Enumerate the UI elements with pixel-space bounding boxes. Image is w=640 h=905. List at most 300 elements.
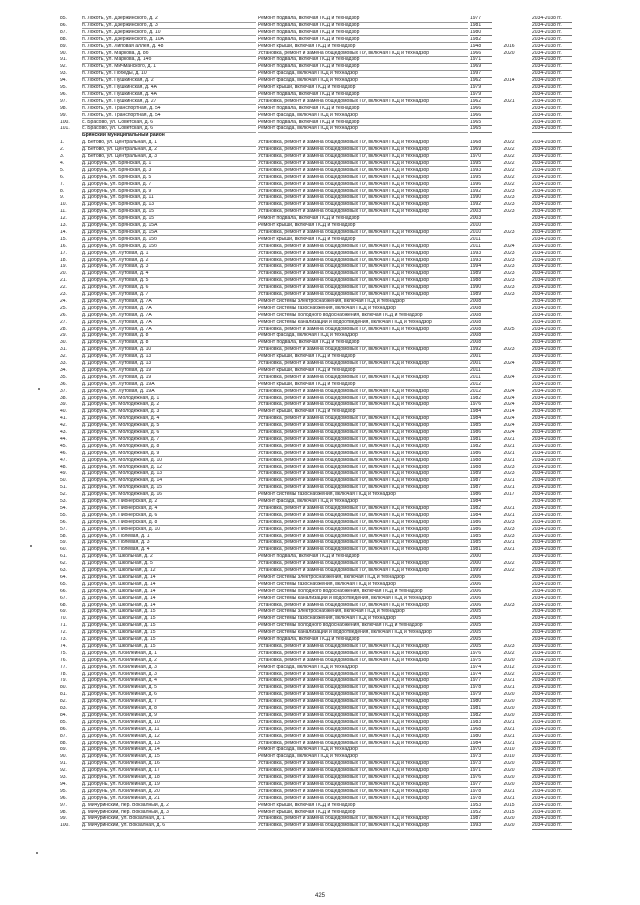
- table-row: [60, 672, 605, 678]
- row-work-type: Установка, ремонт и замена общедомовых ПУ, включая ПСД и технадзор: [258, 506, 468, 513]
- row-work-type: Установка, ремонт и замена общедомовых ПУ, включая ПСД и технадзор: [258, 816, 468, 823]
- row-work-type: Ремонт крыши, включая ПСД и технадзор: [258, 354, 468, 361]
- row-work-type: Установка, ремонт и замена общедомовых ПУ, включая ПСД и технадзор: [258, 154, 468, 161]
- row-last-repair-year: 2023: [503, 188, 515, 194]
- row-build-year: 1981: [470, 547, 492, 554]
- row-address: д. Добрунь, ул. Брянская, д. 11: [82, 195, 256, 202]
- row-last-repair-year: 2015: [503, 809, 515, 815]
- row-work-type: Ремонт крыши, включая ПСД и технадзор: [258, 368, 468, 375]
- table-row: [60, 327, 605, 333]
- row-work-type: Установка, ремонт и замена общедомовых ПУ, включая ПСД и технадзор: [258, 444, 468, 451]
- row-address: д. Добрунь, ул. Брянская, д. 13: [82, 202, 256, 209]
- row-last-repair-year: 2021: [503, 443, 515, 449]
- table-row: [60, 396, 605, 402]
- table-row: [60, 747, 605, 753]
- row-planned-period: 2034-2038 гг.: [532, 637, 572, 644]
- row-number: 50.: [60, 478, 67, 484]
- row-work-type: Установка, ремонт и замена общедомовых ПУ, включая ПСД и технадзор: [258, 485, 468, 492]
- row-build-year: 1974: [470, 665, 492, 672]
- row-build-year: 2000: [470, 561, 492, 568]
- row-address: д. Добрунь, ул. Брянская, д. 1: [82, 161, 256, 168]
- row-number: 4.: [60, 160, 65, 166]
- table-row: [60, 623, 605, 629]
- row-number: 66.: [60, 588, 67, 594]
- row-work-type: Ремонт крыши, включая ПСД и технадзор: [258, 810, 468, 817]
- table-row: [60, 823, 605, 829]
- row-address: д. Добрунь, ул. Молодежная, д. 12: [82, 465, 256, 472]
- row-build-year: 1988: [470, 278, 492, 285]
- table-row: [60, 154, 605, 160]
- row-planned-period: 2034-2038 гг.: [532, 85, 572, 92]
- row-number: 99.: [60, 816, 67, 822]
- row-work-type: Ремонт крыши, включая ПСД и технадзор: [258, 237, 468, 244]
- row-planned-period: 2034-2038 гг.: [532, 278, 572, 285]
- row-last-repair-year: 2021: [503, 685, 515, 691]
- row-build-year: 1966: [470, 106, 492, 113]
- row-build-year: 1976: [470, 651, 492, 658]
- row-work-type: Установка, ремонт и замена общедомовых ПУ, включая ПСД и технадзор: [258, 789, 468, 796]
- row-planned-period: 2034-2038 гг.: [532, 264, 572, 271]
- row-last-repair-year: 2021: [503, 726, 515, 732]
- table-row: [60, 306, 605, 312]
- row-last-repair-year: 2023: [503, 602, 515, 608]
- row-planned-period: 2034-2038 гг.: [532, 768, 572, 775]
- row-address: п. Локоть, ул. Победы, д. 10: [82, 71, 256, 78]
- row-address: д. Добрунь, ул. Юбилейная, д. 4: [82, 678, 256, 685]
- row-address: д. Добрунь, ул. Юбилейная, д. 9: [82, 713, 256, 720]
- row-number: 60.: [60, 547, 67, 553]
- row-last-repair-year: 2012: [503, 664, 515, 670]
- table-row: [60, 51, 605, 57]
- row-build-year: 1985: [470, 540, 492, 547]
- row-planned-period: 2034-2038 гг.: [532, 285, 572, 292]
- row-planned-period: 2034-2038 гг.: [532, 775, 572, 782]
- row-build-year: 1968: [470, 727, 492, 734]
- table-row: [60, 761, 605, 767]
- row-last-repair-year: 2023: [503, 471, 515, 477]
- row-build-year: 1984: [470, 499, 492, 506]
- row-number: 34.: [60, 367, 67, 373]
- row-work-type: Ремонт крыши, включая ПСД и технадзор: [258, 85, 468, 92]
- row-last-repair-year: 2021: [503, 478, 515, 484]
- row-build-year: 1984: [470, 513, 492, 520]
- row-last-repair-year: 2021: [503, 457, 515, 463]
- row-work-type: Ремонт подвала, включая ПСД и технадзор: [258, 37, 468, 44]
- row-planned-period: 2034-2038 гг.: [532, 140, 572, 147]
- table-row: [60, 340, 605, 346]
- row-address: д. Добрунь, ул. Молодежная, д. 10: [82, 458, 256, 465]
- row-number: 16.: [60, 243, 67, 249]
- row-number: 93.: [60, 775, 67, 780]
- row-planned-period: 2034-2038 гг.: [532, 244, 572, 251]
- row-planned-period: 2034-2038 гг.: [532, 596, 572, 603]
- row-address: д. Добрунь, ул. Брянская, д. 15А: [82, 223, 256, 230]
- table-row: [60, 106, 605, 112]
- row-address: д. Добрунь, ул. Юбилейная, д. 19: [82, 782, 256, 789]
- row-planned-period: 2034-2038 гг.: [532, 458, 572, 465]
- row-address: д. Добрунь, ул. Брянская, д. 15б: [82, 244, 256, 251]
- row-last-repair-year: 2023: [503, 257, 515, 263]
- row-work-type: Установка, ремонт и замена общедомовых ПУ, включая ПСД и технадзор: [258, 761, 468, 768]
- row-number: 88.: [60, 740, 67, 746]
- row-work-type: Установка, ремонт и замена общедомовых ПУ, включая ПСД и технадзор: [258, 430, 468, 437]
- table-row: [60, 354, 605, 360]
- row-planned-period: 2034-2038 гг.: [532, 568, 572, 575]
- row-work-type: Установка, ремонт и замена общедомовых ПУ, включая ПСД и технадзор: [258, 527, 468, 534]
- row-planned-period: 2034-2038 гг.: [532, 485, 572, 492]
- row-address: д. Добрунь, ул. Молодежная, д. 3: [82, 409, 256, 416]
- row-build-year: 1988: [470, 465, 492, 472]
- row-build-year: 1985: [470, 423, 492, 430]
- table-row: [60, 713, 605, 719]
- table-row: [60, 485, 605, 491]
- table-row: [60, 202, 605, 208]
- table-row: [60, 120, 605, 126]
- row-planned-period: 2034-2038 гг.: [532, 51, 572, 58]
- row-build-year: 1989: [470, 292, 492, 299]
- row-address: д. Добрунь, ул. Полевая, д. 3: [82, 540, 256, 547]
- row-last-repair-year: 2021: [503, 485, 515, 491]
- row-address: с. Брасово, ул. Советская, д. 6: [82, 126, 256, 133]
- row-address: д. Добрунь, ул. Молодежная, д. 2: [82, 402, 256, 409]
- table-row: [60, 782, 605, 788]
- row-planned-period: 2034-2038 гг.: [532, 113, 572, 120]
- row-planned-period: 2034-2038 гг.: [532, 409, 572, 416]
- table-row: [60, 658, 605, 664]
- row-build-year: 1977: [470, 782, 492, 789]
- table-row: [60, 161, 605, 167]
- row-last-repair-year: 2024: [503, 423, 515, 429]
- row-build-year: 2008: [470, 327, 492, 334]
- row-number: 12.: [60, 216, 67, 222]
- row-number: 52.: [60, 492, 67, 498]
- row-work-type: Установка, ремонт и замена общедомовых ПУ, включая ПСД и технадзор: [258, 375, 468, 382]
- row-address: п. Локоть, ул. Пушкинская, д. 4А: [82, 85, 256, 92]
- row-planned-period: 2034-2038 гг.: [532, 382, 572, 389]
- row-work-type: Установка, ремонт и замена общедомовых ПУ, включая ПСД и технадзор: [258, 147, 468, 154]
- row-number: 22.: [60, 285, 67, 291]
- row-address: д. Добрунь, ул. Полевая, д. 4: [82, 547, 256, 554]
- row-number: 45.: [60, 443, 67, 449]
- row-work-type: Ремонт подвала, включая ПСД и технадзор: [258, 23, 468, 30]
- row-build-year: 2008: [470, 320, 492, 327]
- row-work-type: Ремонт подвала, включая ПСД и технадзор: [258, 57, 468, 64]
- row-build-year: 2005: [470, 644, 492, 651]
- row-build-year: 2008: [470, 299, 492, 306]
- row-build-year: 1980: [470, 734, 492, 741]
- row-last-repair-year: 2022: [503, 140, 515, 146]
- row-address: д. Добрунь, ул. Лутовая, д. 7А: [82, 306, 256, 313]
- row-number: 75.: [60, 650, 67, 656]
- row-number: 92.: [60, 768, 67, 774]
- row-number: 95.: [60, 85, 67, 90]
- row-planned-period: 2034-2038 гг.: [532, 527, 572, 534]
- row-work-type: Ремонт системы холодного водоснабжения, включая ПСД и технадзор: [258, 623, 468, 630]
- row-build-year: 1983: [470, 720, 492, 727]
- row-build-year: 2003: [470, 216, 492, 223]
- row-work-type: Ремонт системы канализации и водоотведения, включая ПСД и технадзор: [258, 320, 468, 327]
- row-planned-period: 2034-2038 гг.: [532, 492, 572, 499]
- table-row: [60, 57, 605, 63]
- row-build-year: 1952: [470, 810, 492, 817]
- row-number: 36.: [60, 381, 67, 387]
- row-address: д. Добрунь, ул. Юбилейная, д. 16: [82, 761, 256, 768]
- table-row: [60, 292, 605, 298]
- table-row: [60, 471, 605, 477]
- row-build-year: 1980: [470, 699, 492, 706]
- table-row: [60, 195, 605, 201]
- row-last-repair-year: 2021: [503, 512, 515, 518]
- table-row: [60, 147, 605, 153]
- row-build-year: 1985: [470, 534, 492, 541]
- row-work-type: Ремонт системы канализации и водоотведения, включая ПСД и технадзор: [258, 596, 468, 603]
- row-planned-period: 2034-2038 гг.: [532, 258, 572, 265]
- row-build-year: 1992: [470, 347, 492, 354]
- row-planned-period: 2034-2038 гг.: [532, 223, 572, 230]
- row-address: д. Добрунь, ул. Юбилейная, д. 8: [82, 706, 256, 713]
- row-planned-period: 2034-2038 гг.: [532, 520, 572, 527]
- row-address: д. Добрунь, ул. Полевая, д. 1: [82, 534, 256, 541]
- row-work-type: Установка, ремонт и замена общедомовых ПУ, включая ПСД и технадзор: [258, 534, 468, 541]
- row-address: п. Локоть, ул. Пушкинская, д. 27: [82, 99, 256, 106]
- row-last-repair-year: 2024: [503, 395, 515, 401]
- row-build-year: 1973: [470, 754, 492, 761]
- row-last-repair-year: 2020: [503, 768, 515, 774]
- row-address: д. Добрунь, ул. Лутовая, д. 7А: [82, 299, 256, 306]
- row-address: д. Добрунь, ул. Лутовая, д. 1: [82, 251, 256, 258]
- row-number: 95.: [60, 788, 67, 794]
- row-address: д. Добрунь, ул. Лутовая, д. 8: [82, 333, 256, 340]
- row-planned-period: 2034-2038 гг.: [532, 575, 572, 582]
- table-row: [60, 333, 605, 339]
- row-work-type: Установка, ремонт и замена общедомовых ПУ, включая ПСД и технадзор: [258, 513, 468, 520]
- table-row: [60, 375, 605, 381]
- row-planned-period: 2034-2038 гг.: [532, 589, 572, 596]
- row-build-year: 1981: [470, 437, 492, 444]
- table-row: [60, 368, 605, 374]
- row-planned-period: 2034-2038 гг.: [532, 216, 572, 223]
- table-row: [60, 789, 605, 795]
- row-number: 78.: [60, 671, 67, 677]
- row-number: 67.: [60, 595, 67, 601]
- row-work-type: Ремонт подвала, включая ПСД и технадзор: [258, 30, 468, 37]
- table-row: [60, 402, 605, 408]
- row-address: п. Локоть, ул. Дзержинского, д. 10А: [82, 37, 256, 44]
- row-address: д. Добрунь, ул. Молодежная, д. 15: [82, 485, 256, 492]
- table-row: [60, 382, 605, 388]
- table-row: [60, 499, 605, 505]
- row-work-type: Установка, ремонт и замена общедомовых ПУ, включая ПСД и технадзор: [258, 209, 468, 216]
- row-work-type: Ремонт системы холодного водоснабжения, включая ПСД и технадзор: [258, 313, 468, 320]
- row-planned-period: 2034-2038 гг.: [532, 354, 572, 361]
- row-build-year: 2011: [470, 244, 492, 251]
- row-build-year: 2006: [470, 589, 492, 596]
- row-work-type: Установка, ремонт и замена общедомовых ПУ, включая ПСД и технадзор: [258, 672, 468, 679]
- row-number: 96.: [60, 795, 67, 801]
- row-last-repair-year: 2023: [503, 643, 515, 649]
- row-number: 62.: [60, 561, 67, 567]
- table-row: [60, 264, 605, 270]
- row-address: д. Добрунь, ул. Юбилейная, д. 7: [82, 699, 256, 706]
- row-number: 61.: [60, 554, 67, 560]
- row-address: п. Локоть, ул. Маркова, д. 14б: [82, 57, 256, 64]
- table-row: [60, 527, 605, 533]
- row-build-year: 2008: [470, 306, 492, 313]
- row-address: д. Добрунь, ул. Лутовая, д. 5: [82, 278, 256, 285]
- row-address: д. Бетово, ул. Центральная, д. 2: [82, 147, 256, 154]
- row-number: 30.: [60, 340, 67, 346]
- row-build-year: 1982: [470, 37, 492, 44]
- row-address: д. Добрунь, ул. Школьная, д. 14: [82, 575, 256, 582]
- row-last-repair-year: 2021: [503, 719, 515, 725]
- row-work-type: Ремонт крыши, включая ПСД и технадзор: [258, 223, 468, 230]
- row-number: 59.: [60, 540, 67, 546]
- row-last-repair-year: 2021: [503, 505, 515, 511]
- row-planned-period: 2034-2038 гг.: [532, 706, 572, 713]
- row-build-year: 1978: [470, 796, 492, 803]
- table-row: [60, 534, 605, 540]
- row-planned-period: 2034-2038 гг.: [532, 92, 572, 99]
- row-planned-period: 2034-2038 гг.: [532, 609, 572, 616]
- row-work-type: Установка, ремонт и замена общедомовых ПУ, включая ПСД и технадзор: [258, 478, 468, 485]
- row-planned-period: 2034-2038 гг.: [532, 513, 572, 520]
- row-last-repair-year: 2023: [503, 264, 515, 270]
- row-address: д. Добрунь, ул. Молодежная, д. 1: [82, 396, 256, 403]
- table-row: [60, 216, 605, 222]
- row-work-type: Установка, ремонт и замена общедомовых ПУ, включая ПСД и технадзор: [258, 458, 468, 465]
- row-last-repair-year: 2023: [503, 229, 515, 235]
- row-number: 81.: [60, 692, 67, 698]
- table-row: [60, 547, 605, 553]
- row-address: д. Добрунь, ул. Юбилейная, д. 10: [82, 720, 256, 727]
- table-row: [60, 44, 605, 50]
- row-address: д. Добрунь, ул. Молодежная, д. 9: [82, 451, 256, 458]
- row-number: 69.: [60, 609, 67, 615]
- row-work-type: Установка, ремонт и замена общедомовых ПУ, включая ПСД и технадзор: [258, 547, 468, 554]
- row-build-year: 1975: [470, 658, 492, 665]
- table-row: [60, 209, 605, 215]
- row-work-type: Установка, ремонт и замена общедомовых ПУ, включая ПСД и технадзор: [258, 720, 468, 727]
- row-number: 23.: [60, 292, 67, 297]
- row-last-repair-year: 2020: [503, 699, 515, 705]
- row-build-year: 1997: [470, 71, 492, 78]
- row-number: 94.: [60, 781, 67, 787]
- row-number: 84.: [60, 712, 67, 718]
- row-number: 73.: [60, 637, 67, 642]
- row-number: 88.: [60, 36, 67, 42]
- row-number: 65.: [60, 581, 67, 587]
- row-address: д. Мичуринский, ул. Вокзалная, д. 1: [82, 816, 256, 823]
- row-build-year: 2008: [470, 333, 492, 340]
- row-planned-period: 2034-2038 гг.: [532, 810, 572, 817]
- row-address: д. Добрунь, ул. Молодежная, д. 6: [82, 430, 256, 437]
- table-row: [60, 465, 605, 471]
- row-planned-period: 2034-2038 гг.: [532, 44, 572, 51]
- table-row: [60, 361, 605, 367]
- table-row: [60, 251, 605, 257]
- row-address: п. Локоть, ул. Мичманского, д. 1: [82, 64, 256, 71]
- row-number: 39.: [60, 402, 67, 408]
- row-build-year: 2006: [470, 603, 492, 610]
- row-address: д. Добрунь, ул. Брянская, д. 15: [82, 216, 256, 223]
- row-address: д. Добрунь, ул. Брянская, д. 15А: [82, 230, 256, 237]
- row-address: д. Добрунь, ул. Лутовая, д. 10: [82, 347, 256, 354]
- row-number: 97.: [60, 802, 67, 808]
- table-row: [60, 685, 605, 691]
- row-address: п. Локоть, ул. Липовая аллея, д. 48: [82, 44, 256, 51]
- row-work-type: Установка, ремонт и замена общедомовых ПУ, включая ПСД и технадзор: [258, 182, 468, 189]
- row-last-repair-year: 2023: [503, 519, 515, 525]
- row-work-type: Ремонт фасада, включая ПСД и технадзор: [258, 333, 468, 340]
- row-work-type: Установка, ремонт и замена общедомовых ПУ, включая ПСД и технадзор: [258, 195, 468, 202]
- row-work-type: Установка, ремонт и замена общедомовых ПУ, включая ПСД и технадзор: [258, 161, 468, 168]
- table-row: [60, 554, 605, 560]
- row-planned-period: 2034-2038 гг.: [532, 99, 572, 106]
- row-number: 1.: [60, 140, 65, 146]
- row-address: п. Локоть, ул. Маркова, д. 8б: [82, 51, 256, 58]
- row-address: д. Добрунь, ул. Молодежная, д. 5: [82, 423, 256, 430]
- row-address: д. Добрунь, ул. Лутовая, д. 6: [82, 285, 256, 292]
- table-row: [60, 575, 605, 581]
- row-build-year: 1992: [470, 202, 492, 209]
- row-number: 90.: [60, 50, 67, 56]
- table-row: [60, 589, 605, 595]
- row-last-repair-year: 2023: [503, 209, 515, 215]
- row-work-type: Ремонт фасада, включая ПСД и технадзор: [258, 71, 468, 78]
- row-planned-period: 2034-2038 гг.: [532, 37, 572, 44]
- row-number: 91.: [60, 57, 67, 63]
- row-build-year: 1966: [470, 51, 492, 58]
- row-work-type: Ремонт крыши, включая ПСД и технадзор: [258, 409, 468, 416]
- row-number: 57.: [60, 526, 67, 532]
- row-build-year: 2005: [470, 637, 492, 644]
- row-work-type: Установка, ремонт и замена общедомовых ПУ, включая ПСД и технадзор: [258, 285, 468, 292]
- row-last-repair-year: 2024: [503, 430, 515, 435]
- row-number: 85.: [60, 719, 67, 725]
- row-last-repair-year: 2023: [503, 195, 515, 201]
- row-planned-period: 2034-2038 гг.: [532, 78, 572, 85]
- row-address: д. Добрунь, ул. Брянская, д. 5: [82, 175, 256, 182]
- table-row: [60, 37, 605, 43]
- row-address: д. Мичуринский, ул. Вокзалная, д. 6: [82, 823, 256, 830]
- row-number: 85.: [60, 16, 67, 21]
- table-row: [60, 416, 605, 422]
- row-work-type: Ремонт фасада, включая ПСД и технадзор: [258, 665, 468, 672]
- row-planned-period: 2034-2038 гг.: [532, 465, 572, 472]
- row-address: д. Добрунь, ул. Школьная, д. 14: [82, 589, 256, 596]
- row-number: 58.: [60, 533, 67, 539]
- row-address: д. Добрунь, ул. Школьная, д. 14: [82, 603, 256, 610]
- row-number: 63.: [60, 568, 67, 573]
- row-planned-period: 2034-2038 гг.: [532, 396, 572, 403]
- row-work-type: Установка, ремонт и замена общедомовых ПУ, включая ПСД и технадзор: [258, 471, 468, 478]
- row-address: д. Добрунь, ул. Юбилейная, д. 2: [82, 658, 256, 665]
- row-number: 9.: [60, 195, 65, 201]
- row-address: д. Добрунь, ул. Лутовая, д. 19А: [82, 389, 256, 396]
- row-work-type: Ремонт фасада, включая ПСД и технадзор: [258, 754, 468, 761]
- row-build-year: 2000: [470, 554, 492, 561]
- row-work-type: Ремонт системы электроснабжения, включая ПСД и технадзор: [258, 575, 468, 582]
- row-work-type: Установка, ремонт и замена общедомовых ПУ, включая ПСД и технадзор: [258, 251, 468, 258]
- row-last-repair-year: 2020: [503, 692, 515, 698]
- row-build-year: 1982: [470, 444, 492, 451]
- row-planned-period: 2034-2038 гг.: [532, 30, 572, 37]
- row-build-year: 2001: [470, 361, 492, 368]
- table-row: [60, 313, 605, 319]
- row-work-type: Ремонт системы электроснабжения, включая ПСД и технадзор: [258, 299, 468, 306]
- row-work-type: Установка, ремонт и замена общедомовых ПУ, включая ПСД и технадзор: [258, 264, 468, 271]
- row-number: 35.: [60, 374, 67, 380]
